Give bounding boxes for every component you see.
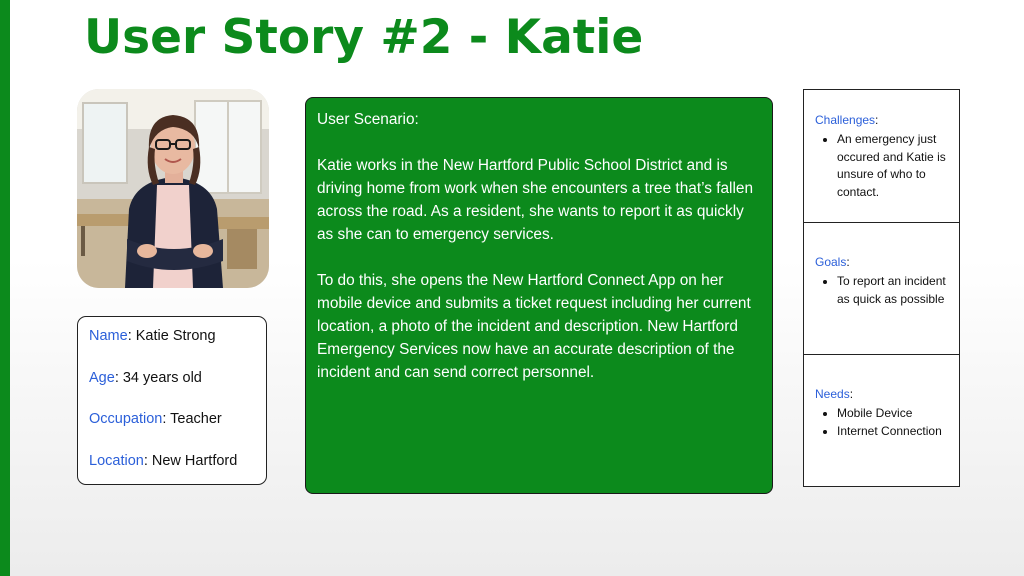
occupation-value: : Teacher xyxy=(162,411,222,427)
scenario-heading: User Scenario: xyxy=(317,111,419,128)
age-row xyxy=(89,368,266,410)
goals-label: Goals xyxy=(815,255,847,269)
needs-item: • Internet Connection xyxy=(837,423,949,441)
needs-section xyxy=(804,354,959,486)
persona-needs-panel xyxy=(803,89,960,487)
age-label: Age xyxy=(89,369,115,386)
scenario-paragraph-2: To do this, she opens the New Hartford Connect App on her mobile device and submits a ticket request including her current location, a photo of the incident and description. New Hartford Emergency Services now have an accurate description of the incident and can send correct personnel. xyxy=(317,272,751,381)
needs-list xyxy=(815,405,949,440)
name-row xyxy=(89,326,266,368)
accent-bar xyxy=(0,0,10,576)
goals-heading xyxy=(815,254,949,270)
page-title: User Story #2 - Katie xyxy=(84,10,644,65)
goals-section xyxy=(804,222,959,354)
needs-item: • Mobile Device xyxy=(837,405,949,423)
scenario-paragraph-1: Katie works in the New Hartford Public School District and is driving home from work when she encounters a tree that’s fallen across the road. As a resident, she wants to report it as quickly as she can to emergency services. xyxy=(317,157,754,243)
name-label: Name xyxy=(89,328,128,344)
goals-list xyxy=(815,273,949,308)
user-scenario-box xyxy=(305,97,773,494)
occupation-row xyxy=(89,409,266,451)
persona-photo xyxy=(77,89,269,288)
goals-colon: : xyxy=(846,255,850,269)
challenges-colon: : xyxy=(875,113,879,127)
needs-heading xyxy=(815,386,949,402)
goals-item: • To report an incident as quick as possible xyxy=(837,273,949,308)
age-value: : 34 years old xyxy=(114,369,202,386)
needs-label: Needs xyxy=(815,387,850,401)
challenges-item: • An emergency just occured and Katie is unsure of who to contact. xyxy=(837,131,949,201)
location-label: Location xyxy=(89,452,144,469)
challenges-list xyxy=(815,131,949,201)
challenges-label: Challenges xyxy=(815,113,876,127)
location-value: : New Hartford xyxy=(143,452,238,469)
occupation-label: Occupation xyxy=(89,411,163,427)
needs-colon: : xyxy=(849,387,854,401)
location-row xyxy=(89,451,266,493)
challenges-heading xyxy=(815,112,949,128)
persona-details-card xyxy=(77,316,267,485)
challenges-section xyxy=(804,90,959,222)
name-value: : Katie Strong xyxy=(127,328,216,344)
